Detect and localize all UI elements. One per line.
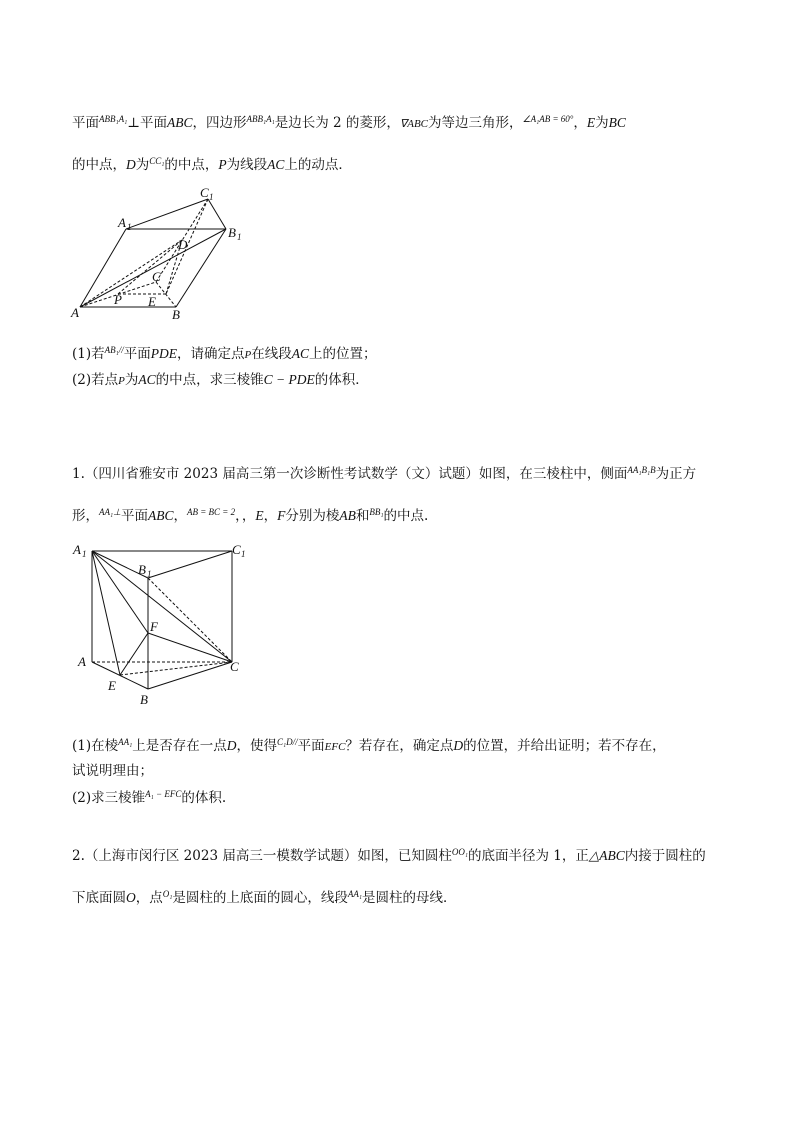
edge-fc xyxy=(148,633,232,662)
text: 形， xyxy=(72,508,99,524)
text: ？若存在，确定点 xyxy=(345,738,454,754)
math-f: F xyxy=(277,508,286,523)
text: 的中点， xyxy=(72,157,126,173)
math-aa1: AA₁ xyxy=(118,737,133,747)
label-e: E xyxy=(148,294,156,309)
edge-ef xyxy=(120,633,148,675)
math-oo1: OO₁ xyxy=(451,847,468,857)
math-o1: O₁ xyxy=(162,889,173,899)
math-bb1: BB₁ xyxy=(369,507,384,517)
text: 的中点，求三棱锥 xyxy=(155,372,264,388)
math-e: E xyxy=(586,115,596,130)
dashed-pd xyxy=(118,240,182,294)
label-c1: C xyxy=(200,185,209,200)
math-a1-efc: A₁ − EFC xyxy=(145,789,182,799)
text: (1)若 xyxy=(72,346,105,362)
label-b: B xyxy=(172,307,180,322)
math-p: P xyxy=(218,157,227,172)
problem0-line1 xyxy=(72,110,626,133)
edge-c1b1 xyxy=(208,199,226,229)
text: ，， xyxy=(235,508,256,524)
problem1-q1 xyxy=(72,733,666,756)
math-d: D xyxy=(126,157,136,172)
dashed-ec xyxy=(120,662,232,675)
label-a: A xyxy=(78,654,86,669)
text: 为等边三角形， xyxy=(428,115,523,131)
math-cc1: CC₁ xyxy=(149,156,165,166)
math-ac: AC xyxy=(291,346,309,361)
dashed-ad xyxy=(80,240,182,307)
text: (2)若点 xyxy=(72,372,119,388)
text: 平面 xyxy=(72,115,99,131)
label-b1: B xyxy=(228,225,236,240)
label-a1: A xyxy=(118,215,126,230)
text: 上的动点． xyxy=(284,157,352,173)
math-abc: ABC xyxy=(147,508,174,523)
text: 1.（四川省雅安市 2023 届高三第一次诊断性考试数学（文）试题）如图，在三棱柱中，侧面 xyxy=(72,466,628,482)
text: 和 xyxy=(355,508,370,524)
text: 在线段 xyxy=(251,346,292,362)
edge-b1c1 xyxy=(148,551,232,578)
problem1-q1b: 试说明理由； xyxy=(72,763,153,779)
label-b1: B xyxy=(138,562,146,577)
problem1-line1 xyxy=(72,461,696,483)
math-triangle-abc: ∇ABC xyxy=(399,118,429,130)
text: 是圆柱的上底面的圆心，线段 xyxy=(172,890,348,906)
text: 下底面圆 xyxy=(72,890,126,906)
math-efc: EFC xyxy=(324,741,346,753)
text: 的体积． xyxy=(314,372,369,388)
text: 是圆柱的母线． xyxy=(362,890,457,906)
label-f: F xyxy=(150,619,158,634)
label-a1-sub: 1 xyxy=(82,549,87,559)
math-d: D xyxy=(226,738,237,753)
label-c: C xyxy=(152,269,161,284)
text: ，使得 xyxy=(236,738,277,754)
math-aa1: AA₁ xyxy=(347,889,363,899)
label-c1-sub: 1 xyxy=(209,192,214,202)
label-c1-sub: 1 xyxy=(241,549,246,559)
figure-prism-2 xyxy=(70,538,260,708)
text: 2.（上海市闵行区 2023 届高三一模数学试题）如图，已知圆柱 xyxy=(72,848,452,864)
math-abb1a1-2: ABB₁A₁ xyxy=(246,114,275,124)
edge-bc xyxy=(148,662,232,689)
math-o: O xyxy=(126,890,136,905)
dashed-b1c xyxy=(148,578,232,662)
label-c: C xyxy=(230,659,239,674)
text: 的位置，并给出证明；若不存在， xyxy=(463,738,666,754)
problem1-line2 xyxy=(72,503,428,525)
math-abb1a1: ABB₁A₁ xyxy=(99,114,128,124)
math-ab: AB xyxy=(339,508,356,523)
text: 平面 xyxy=(123,346,151,362)
math-p: P xyxy=(118,375,125,387)
figure-prism-1 xyxy=(68,182,258,322)
math-c1d-parallel: C₁D// xyxy=(277,737,298,747)
edge-ab xyxy=(92,662,148,689)
label-a1: A xyxy=(73,542,81,557)
text: 为 xyxy=(124,372,139,388)
math-p: P xyxy=(244,349,252,361)
label-a: A xyxy=(71,305,79,320)
text: 为 xyxy=(595,115,609,131)
text: (1)在棱 xyxy=(72,738,119,754)
label-b: B xyxy=(140,692,148,707)
text: 的中点， xyxy=(164,157,219,173)
text: ， xyxy=(573,115,587,131)
label-a1-sub: 1 xyxy=(127,222,132,232)
text: 平面 xyxy=(120,508,148,524)
label-b1-sub: 1 xyxy=(237,232,242,242)
text: ，请确定点 xyxy=(177,346,245,362)
math-aa1-perp: AA₁⊥ xyxy=(99,507,121,517)
text: 的底面半径为 1，正 xyxy=(467,848,589,864)
problem2-line1 xyxy=(72,843,706,865)
text: ， xyxy=(173,508,187,524)
math-bc: BC xyxy=(608,115,626,130)
math-e: E xyxy=(255,508,264,523)
label-p: P xyxy=(114,292,122,307)
math-angle: ∠A₁AB = 60° xyxy=(522,114,574,124)
text: 的体积. xyxy=(181,790,227,806)
text: 的中点. xyxy=(383,508,429,524)
text: (2)求三棱锥 xyxy=(72,790,146,806)
text: ，四边形 xyxy=(192,115,247,131)
text: ，点 xyxy=(135,890,163,906)
label-b1-sub: 1 xyxy=(147,569,152,579)
problem0-q2 xyxy=(72,371,369,390)
math-ac: AC xyxy=(138,372,156,387)
text: 上是否存在一点 xyxy=(132,738,227,754)
text: ， xyxy=(263,508,278,524)
math-triangle-abc: △ABC xyxy=(588,848,625,863)
text: 分别为棱 xyxy=(285,508,340,524)
text: 为 xyxy=(135,157,150,173)
text: 上的位置； xyxy=(309,346,377,362)
problem1-q2 xyxy=(72,785,226,807)
problem2-line2 xyxy=(72,885,457,907)
text: 平面 xyxy=(297,738,325,754)
math-aa1b1b: AA₁B₁B xyxy=(627,465,656,475)
text: 内接于圆柱的 xyxy=(624,848,706,864)
math-ab1-parallel: AB₁// xyxy=(104,345,124,355)
text: ⊥平面 xyxy=(127,115,167,131)
label-c1: C xyxy=(232,542,241,557)
problem0-line2 xyxy=(72,152,352,174)
label-e: E xyxy=(108,678,116,693)
math-abc: ABC xyxy=(166,115,193,130)
math-ac: AC xyxy=(267,157,285,172)
text: 是边长为 2 的菱形， xyxy=(274,115,400,131)
math-c-pde: C − PDE xyxy=(263,372,315,387)
edge-a1c1 xyxy=(126,199,208,229)
math-d: D xyxy=(453,738,464,753)
label-d: D xyxy=(178,237,188,252)
text: 为正方 xyxy=(655,466,697,482)
text: 为线段 xyxy=(226,157,268,173)
problem0-q1 xyxy=(72,341,377,364)
math-ab-bc: AB = BC = 2 xyxy=(186,507,236,517)
math-pde: PDE xyxy=(150,346,177,361)
